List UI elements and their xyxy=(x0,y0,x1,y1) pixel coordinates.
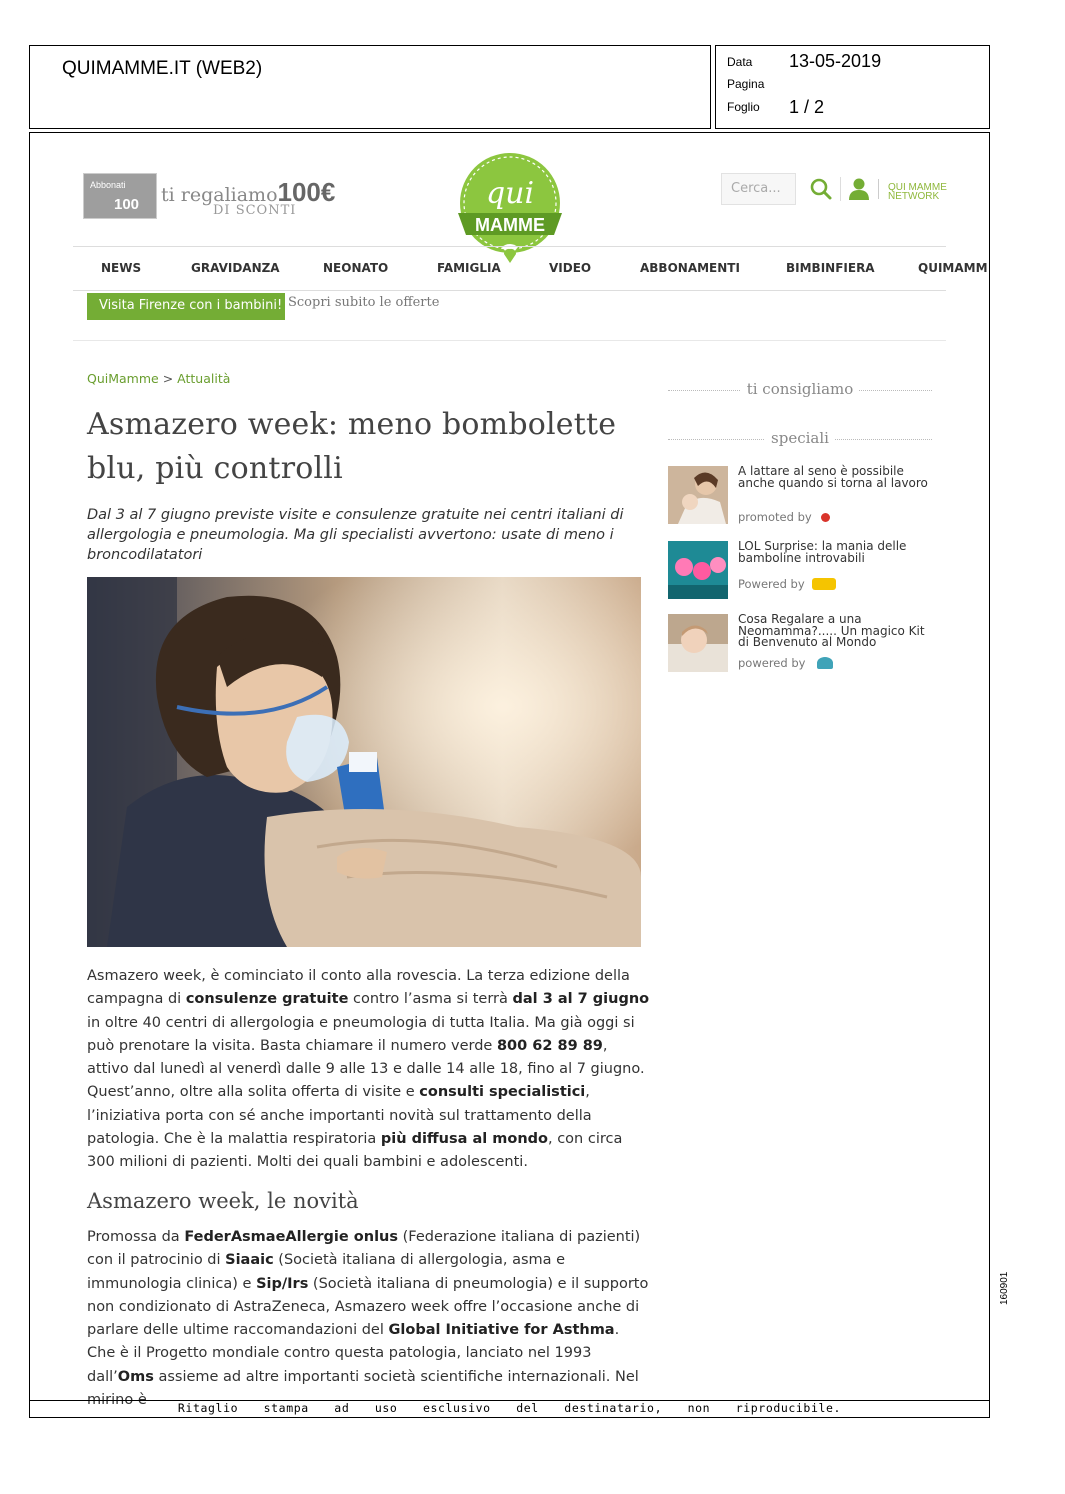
card-byline: Powered by xyxy=(738,577,836,591)
nav-item-famiglia[interactable]: FAMIGLIA xyxy=(437,261,501,275)
sponsor-logo xyxy=(817,657,833,669)
date-label: Data xyxy=(727,55,753,69)
page-label: Pagina xyxy=(727,77,765,91)
breadcrumb-section[interactable]: Attualità xyxy=(177,371,231,386)
nav-item-quimamme[interactable]: QUIMAMM xyxy=(918,261,988,275)
card-byline: powered by xyxy=(738,656,833,670)
nav-item-bimbinfiera[interactable]: BIMBINFIERA xyxy=(786,261,875,275)
breadcrumb-home[interactable]: QuiMamme xyxy=(87,371,159,386)
svg-text:qui: qui xyxy=(485,176,535,211)
clipping-publication-box xyxy=(29,45,711,129)
clipping-meta-box xyxy=(715,45,990,129)
banner-text: ti regaliamo100€ xyxy=(161,177,336,207)
card-thumbnail xyxy=(668,466,728,524)
date-value: 13-05-2019 xyxy=(789,51,882,71)
article-lead: Dal 3 al 7 giugno previste visite e consulenze gratuite nei centri italiani di allergologia e pneumologia. Ma gli specialisti avvertono: usate di meno i broncodilatatori xyxy=(87,507,624,563)
section-speciali: speciali xyxy=(668,429,932,449)
sheet-value: 1 / 2 xyxy=(789,97,825,117)
sidebar-card[interactable] xyxy=(668,614,948,674)
search-input[interactable]: Cerca... xyxy=(721,173,796,205)
quimamme-logo[interactable] xyxy=(450,151,570,266)
divider xyxy=(840,177,841,201)
publication-name: QUIMAMME.IT (WEB2) xyxy=(62,58,263,79)
divider xyxy=(878,179,879,199)
clipping-footer: Ritaglio stampa ad uso esclusivo del destinatario, non riproducibile. xyxy=(177,1401,842,1415)
sponsor-logo xyxy=(812,578,836,590)
article-photo xyxy=(87,577,641,947)
card-title: LOL Surprise: la mania delle bamboline introvabili xyxy=(738,539,907,565)
article-subheading: Asmazero week, le novità xyxy=(87,1189,359,1213)
article-paragraph-1: Asmazero week, è cominciato il conto alla rovescia. La terza edizione della campagna di consulenze gratuite contro l’asma si terrà dal 3 al 7 giugno in oltre 40 centri di allergologia e pneumologia di tutta Italia. Ma già oggi si può prenotare la visita. Basta chiamare il numero verde 800 62 89 89, attivo dal lunedì al venerdì dalle 9 alle 13 e dalle 14 alle 18, fino al 7 giugno. Quest’anno, oltre alla solita offerta di visite e consulti specialistici, l’iniziativa porta con sé anche importanti novità sul trattamento della patologia. Che è la malattia respiratoria più diffusa al mondo, con circa 300 milioni di pazienti. Molti dei quali bambini e adolescenti. xyxy=(87,968,650,1171)
nav-item-neonato[interactable]: NEONATO xyxy=(323,261,389,275)
card-thumbnail xyxy=(668,541,728,599)
promo-banner[interactable] xyxy=(83,171,353,227)
network-link[interactable]: QUI MAMME NETWORK xyxy=(888,182,947,202)
article-title: Asmazero week: meno bombolette blu, più controlli xyxy=(87,407,617,486)
search-icon[interactable] xyxy=(809,177,833,201)
separator xyxy=(73,340,946,341)
card-title: A lattare al seno è possibile anche quando si torna al lavoro xyxy=(738,464,928,490)
banner-sub: DI SCONTI xyxy=(213,203,297,218)
promo-link[interactable]: Scopri subito le offerte xyxy=(288,295,440,310)
nav-item-abbonamenti[interactable]: ABBONAMENTI xyxy=(640,261,740,275)
nav-border xyxy=(73,290,946,291)
sidebar-card[interactable] xyxy=(668,541,948,601)
sidebar-card[interactable] xyxy=(668,466,948,526)
nav-border xyxy=(73,246,946,247)
nav-item-news[interactable]: NEWS xyxy=(101,261,142,275)
user-icon[interactable] xyxy=(848,177,870,201)
article-paragraph-2: Promossa da FederAsmaeAllergie onlus (Federazione italiana di pazienti) con il patrocinio di Siaaic (Società italiana di allergologia, asma e immunologia clinica) e Sip/Irs (Società italiana di pneumologia) e il supporto non condizionato di AstraZeneca, Asmazero week offre l’occasione anche di parlare delle ultime raccomandazioni del Global Initiative for Asthma. Che è il Progetto mondiale contro questa patologia, lanciato nel 1993 dall’Oms assieme ad altre importanti società scientifiche internazionali. Nel mirino è xyxy=(87,1229,649,1409)
card-thumbnail xyxy=(668,614,728,672)
promo-button[interactable]: Visita Firenze con i bambini! xyxy=(87,293,285,320)
sheet-label: Foglio xyxy=(727,100,760,114)
nav-item-gravidanza[interactable]: GRAVIDANZA xyxy=(191,261,280,275)
clipping-code: 160901 xyxy=(999,1271,1010,1305)
banner-badge: Abbonati 100 xyxy=(83,173,157,219)
card-title: Cosa Regalare a una Neomamma?..... Un magico Kit di Benvenuto al Mondo xyxy=(738,612,925,649)
section-ti-consigliamo: ti consigliamo xyxy=(668,380,932,400)
nav-item-video[interactable]: VIDEO xyxy=(549,261,592,275)
webpage-capture xyxy=(29,132,990,1418)
sponsor-logo xyxy=(821,513,830,522)
breadcrumb: QuiMamme > Attualità xyxy=(87,371,231,386)
svg-text:MAMME: MAMME xyxy=(475,215,545,235)
card-byline: promoted by xyxy=(738,510,830,524)
